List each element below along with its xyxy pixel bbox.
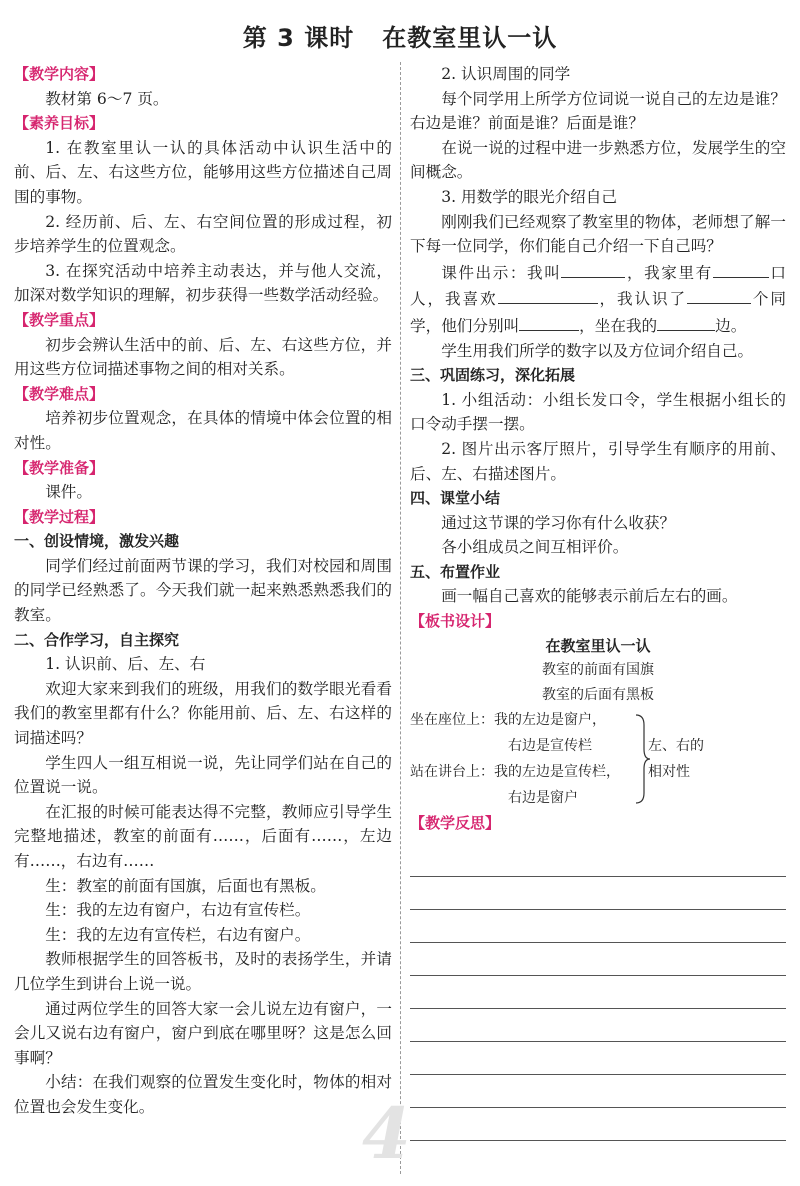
- seat-label: 坐在座位上：: [410, 712, 494, 729]
- reflection-line: [410, 909, 786, 910]
- content-text: 教材第 6～7 页。: [45, 89, 169, 108]
- section-tag-goals: 【素养目标】: [14, 114, 105, 133]
- heading-section-2: 二、合作学习，自主探究: [14, 630, 180, 649]
- reflection-line: [410, 1074, 786, 1075]
- section-tag-process: 【教学过程】: [14, 507, 105, 526]
- subheading-1: 1. 认识前、后、左、右: [45, 655, 206, 674]
- paragraph-5: 通过两位学生的回答大家一会儿说左边有窗户，一会儿又说右边有窗户，窗户到底在哪里呀？这是怎么回事啊？: [14, 999, 392, 1067]
- reflection-line: [410, 1008, 786, 1009]
- student-answer-1: 生：教室的前面有国旗，后面也有黑板。: [45, 876, 326, 895]
- reflection-line: [410, 1107, 786, 1108]
- right-paragraph-8: 通过这节课的学习你有什么收获？: [441, 513, 676, 532]
- seat-line-b: 右边是宣传栏: [508, 738, 592, 755]
- lesson-number: 第 3 课时: [242, 24, 355, 52]
- paragraph-1: 欢迎大家来到我们的班级，用我们的数学眼光看看我们的教室里都有什么？你能用前、后、左、右这样的词描述吗？: [14, 679, 392, 748]
- right-paragraph-7: 2. 图片出示客厅照片，引导学生有顺序的用前、后、左、右描述图片。: [410, 439, 786, 483]
- paragraph-4: 教师根据学生的回答板书，及时的表扬学生，并请几位学生到讲台上说一说。: [14, 950, 392, 993]
- summary-line-b: 相对性: [648, 764, 690, 781]
- heading-section-1: 一、创设情境，激发兴趣: [14, 532, 180, 551]
- lesson-topic: 在教室里认一认: [382, 24, 558, 52]
- heading-section-3: 三、巩固练习，深化拓展: [410, 366, 576, 385]
- right-paragraph-6: 1. 小组活动：小组长发口令，学生根据小组长的口令动手摆一摆。: [410, 390, 786, 434]
- fill-in-template: [410, 259, 786, 339]
- reflection-line: [410, 975, 786, 976]
- template-text-b: ，我家里有: [625, 263, 713, 282]
- board-design: [410, 634, 786, 708]
- template-text-e: 个同学，他们分别叫: [410, 290, 786, 335]
- template-text-f: ，坐在我的: [579, 316, 658, 335]
- section-tag-board: 【板书设计】: [410, 612, 501, 631]
- right-paragraph-1: 每个同学用上所学方位词说一说自己的左边是谁？右边是谁？前面是谁？后面是谁？: [410, 89, 786, 133]
- blank-name: [561, 259, 625, 278]
- template-text-d: ，我认识了: [597, 290, 687, 309]
- board-line-1: 教室的前面有国旗: [542, 662, 654, 679]
- prep-text: 课件。: [45, 483, 92, 502]
- paragraph-2: 学生四人一组互相说一说，先让同学们站在自己的位置说一说。: [14, 753, 392, 797]
- heading-section-4: 四、课堂小结: [410, 489, 501, 508]
- podium-line-a: 我的左边是宣传栏，: [494, 764, 620, 781]
- template-text-c: 口人，我喜欢: [410, 263, 786, 309]
- goal-1: 1. 在教室里认一认的具体活动中认识生活中的前、后、左、右这些方位，能够用这些方位描述自己周围的事物。: [14, 138, 392, 206]
- section-tag-difficulty: 【教学难点】: [14, 384, 105, 403]
- right-paragraph-5: 学生用我们所学的数字以及方位词介绍自己。: [441, 341, 754, 360]
- board-title: 在教室里认一认: [545, 636, 651, 655]
- student-answer-3: 生：我的左边有宣传栏，右边有窗户。: [45, 925, 311, 944]
- page-title: [0, 18, 800, 53]
- reflection-line: [410, 1041, 786, 1042]
- board-line-2: 教室的后面有黑板: [542, 686, 654, 703]
- blank-family-count: [713, 259, 769, 278]
- summary-line-a: 左、右的: [648, 738, 704, 755]
- right-paragraph-9: 各小组成员之间互相评价。: [441, 538, 629, 557]
- column-divider: [400, 62, 401, 1174]
- podium-label: 站在讲台上：: [410, 764, 494, 781]
- summary-paragraph: 小结：在我们观察的位置发生变化时，物体的相对位置也会发生变化。: [14, 1073, 392, 1116]
- reflection-line: [410, 876, 786, 877]
- key-text: 初步会辨认生活中的前、后、左、右这些方位，并用这些方位词描述事物之间的相对关系。: [14, 335, 392, 379]
- student-answer-2: 生：我的左边有窗户，右边有宣传栏。: [45, 901, 311, 920]
- right-paragraph-2: 在说一说的过程中进一步熟悉方位，发展学生的空间概念。: [410, 138, 786, 182]
- goal-3: 3. 在探究活动中培养主动表达，并与他人交流，加深对数学知识的理解，初步获得一些数学活动经验。: [14, 261, 392, 305]
- left-column: [14, 62, 392, 1120]
- right-paragraph-10: 画一幅自己喜欢的能够表示前后左右的画。: [441, 587, 738, 606]
- seat-line-a: 我的左边是窗户，: [494, 712, 606, 729]
- section-1-text: 同学们经过前面两节课的学习，我们对校园和周围的同学已经熟悉了。今天我们就一起来熟悉熟悉我们的教室。: [14, 556, 392, 625]
- heading-section-5: 五、布置作业: [410, 562, 501, 581]
- podium-line-b: 右边是窗户: [508, 790, 578, 807]
- section-tag-prep: 【教学准备】: [14, 458, 105, 477]
- right-paragraph-3: 刚刚我们已经观察了教室里的物体，老师想了解一下每一位同学，你们能自己介绍一下自己吗？: [410, 212, 786, 256]
- section-tag-content: 【教学内容】: [14, 65, 105, 83]
- section-tag-key: 【教学重点】: [14, 310, 105, 329]
- section-tag-reflection: 【教学反思】: [410, 814, 501, 833]
- right-column: [410, 62, 786, 836]
- page-number: 4: [362, 1092, 411, 1175]
- blank-hobby: [498, 285, 598, 304]
- blank-friend-names: [519, 312, 579, 331]
- reflection-line: [410, 942, 786, 943]
- difficulty-text: 培养初步位置观念，在具体的情境中体会位置的相对性。: [14, 409, 392, 452]
- template-text-g: 边。: [715, 316, 747, 335]
- blank-friend-count: [687, 285, 751, 304]
- blank-direction: [657, 312, 715, 331]
- subheading-2: 2. 认识周围的同学: [441, 65, 571, 83]
- template-text-a: 课件出示：我叫: [441, 263, 562, 282]
- subheading-3: 3. 用数学的眼光介绍自己: [441, 187, 617, 206]
- paragraph-3: 在汇报的时候可能表达得不完整，教师应引导学生完整地描述，教室的前面有……，后面有……，左边有……，右边有……: [14, 802, 392, 870]
- board-brace-block: [410, 707, 786, 811]
- reflection-line: [410, 1140, 786, 1141]
- goal-2: 2. 经历前、后、左、右空间位置的形成过程，初步培养学生的位置观念。: [14, 212, 392, 256]
